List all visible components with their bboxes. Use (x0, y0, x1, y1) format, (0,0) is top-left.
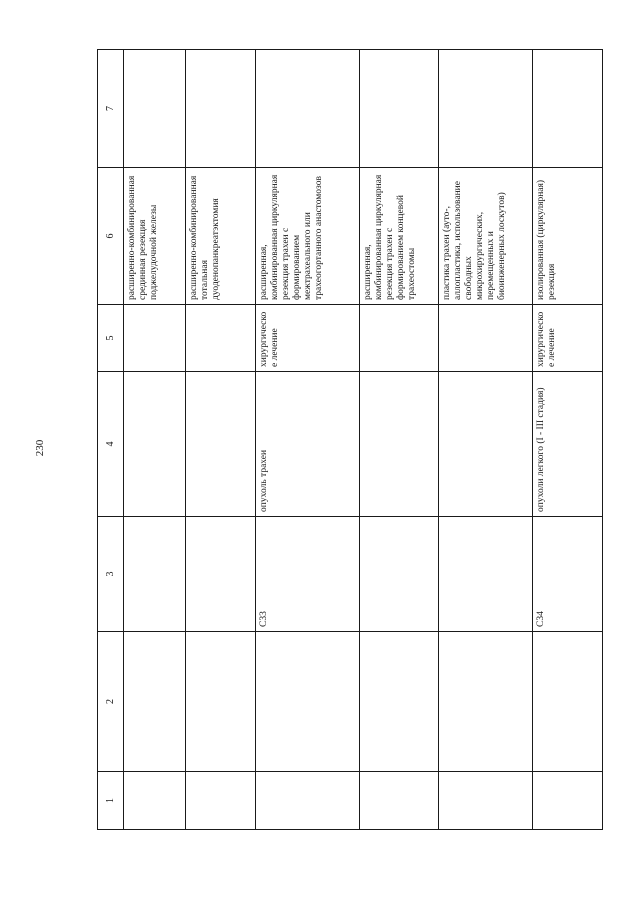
table-cell (256, 50, 360, 168)
table-cell (439, 517, 533, 632)
table-cell: C34 (533, 517, 603, 632)
table-cell (533, 632, 603, 772)
table-cell: C33 (256, 517, 360, 632)
table-row (124, 50, 186, 830)
header-col-3: 3 (98, 517, 124, 632)
table-cell (124, 517, 186, 632)
rotated-table-wrapper (97, 50, 602, 830)
header-col-2: 2 (98, 632, 124, 772)
table-row (186, 50, 256, 830)
header-col-6: 6 (98, 168, 124, 305)
table-cell (186, 517, 256, 632)
table-cell (124, 372, 186, 517)
table-row (256, 50, 360, 830)
header-col-7: 7 (98, 50, 124, 168)
table-cell (439, 372, 533, 517)
table-cell (360, 50, 439, 168)
table-cell (360, 632, 439, 772)
header-row (98, 50, 124, 830)
table-cell (256, 772, 360, 830)
table-cell (439, 772, 533, 830)
table-cell (124, 772, 186, 830)
table-cell (360, 305, 439, 372)
header-col-1: 1 (98, 772, 124, 830)
table-cell (186, 372, 256, 517)
table-cell (124, 632, 186, 772)
table-row (533, 50, 603, 830)
table-cell (124, 305, 186, 372)
table-cell (186, 632, 256, 772)
page-number: 230 (34, 439, 46, 457)
table-cell (186, 772, 256, 830)
table-cell (439, 305, 533, 372)
table-cell: пластика трахеи (ауто-, аллопластика, использование свободных микрохирургических, перемещенных и биоинженерных лоскутов) (439, 168, 533, 305)
table-cell (360, 772, 439, 830)
table-cell (360, 372, 439, 517)
table-row (439, 50, 533, 830)
table-cell (533, 50, 603, 168)
header-col-4: 4 (98, 372, 124, 517)
table-cell: изолированная (циркулярная) резекция (533, 168, 603, 305)
table-cell: хирургическое лечение (533, 305, 603, 372)
header-col-5: 5 (98, 305, 124, 372)
table-cell (124, 50, 186, 168)
table-cell (256, 632, 360, 772)
table-cell (360, 517, 439, 632)
table-cell (186, 305, 256, 372)
table-cell: опухоли легкого (I - III стадия) (533, 372, 603, 517)
table-cell (186, 50, 256, 168)
table-cell: расширенно-комбинированная тотальная дуоденопанкреатэктомия (186, 168, 256, 305)
table-row (360, 50, 439, 830)
table-cell (533, 772, 603, 830)
table-cell: расширенная, комбинированная циркулярная резекция трахеи с формированием концевой трахеостомы (360, 168, 439, 305)
table-cell (439, 50, 533, 168)
table-cell: опухоль трахеи (256, 372, 360, 517)
table-cell: хирургическое лечение (256, 305, 360, 372)
table-cell: расширенно-комбинированная срединная резекция поджелудочной железы (124, 168, 186, 305)
table-cell (439, 632, 533, 772)
table-cell: расширенная, комбинированная циркулярная резекция трахеи с формированием межтрахеального или трахеогортанного анастомозов (256, 168, 360, 305)
procedures-table (97, 49, 603, 830)
